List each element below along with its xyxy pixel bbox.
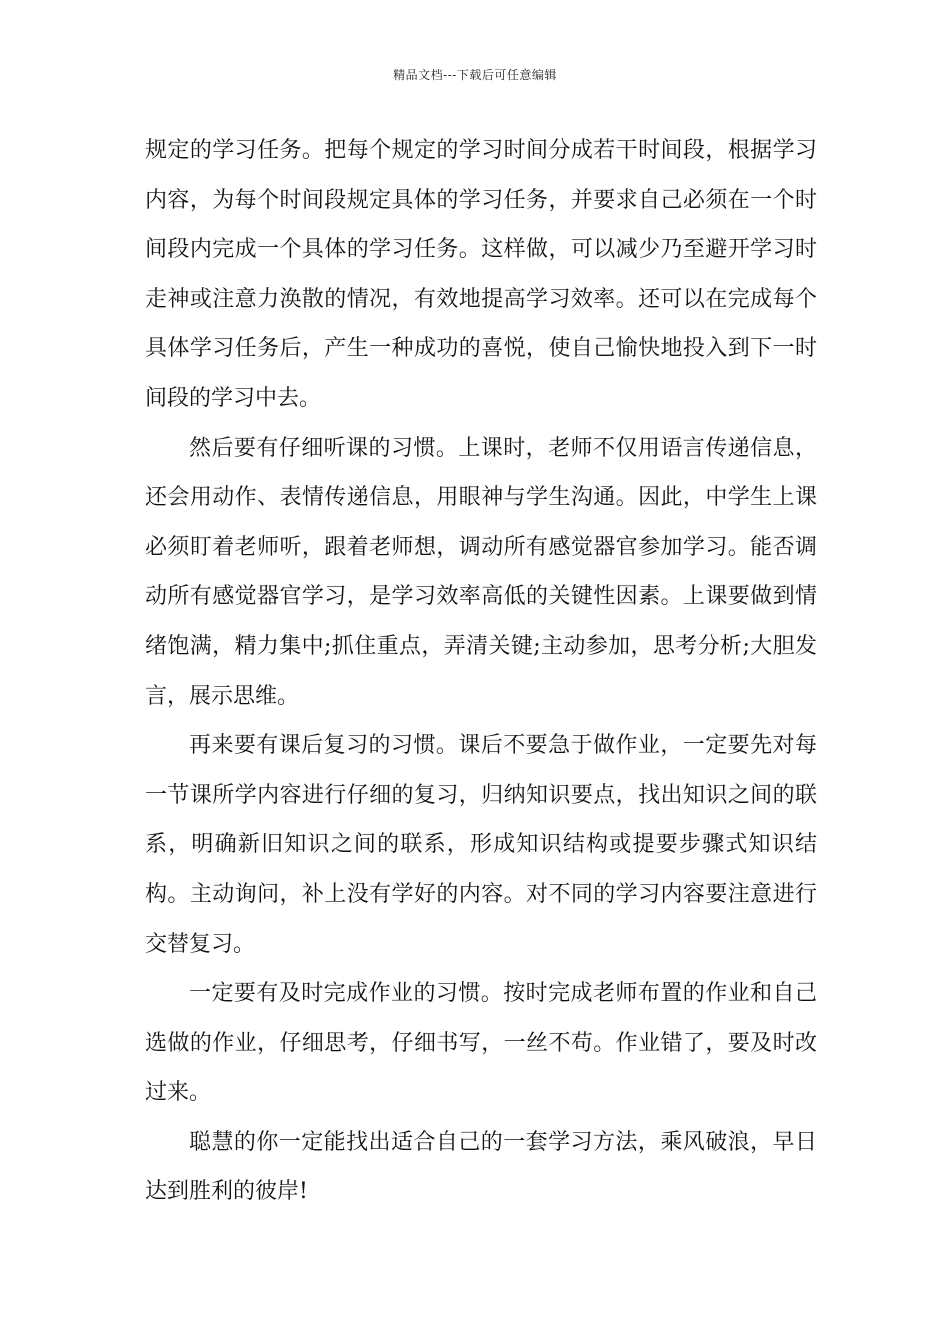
paragraph-review-habit: 再来要有课后复习的习惯。课后不要急于做作业，一定要先对每一节课所学内容进行仔细的复习，归纳知识要点，找出知识之间的联系，明确新旧知识之间的联系，形成知识结构或提要步骤式知识结构。主动询问，补上没有学好的内容。对不同的学习内容要注意进行交替复习。 [145,733,817,957]
paragraph-continuation: 规定的学习任务。把每个规定的学习时间分成若干时间段，根据学习内容，为每个时间段规定具体的学习任务，并要求自己必须在一个时间段内完成一个具体的学习任务。这样做，可以减少乃至避开学习时走神或注意力涣散的情况，有效地提高学习效率。还可以在完成每个具体学习任务后，产生一种成功的喜悦，使自己愉快地投入到下一时间段的学习中去。 [145,138,817,411]
document-body [145,126,817,1217]
paragraph-homework-habit: 一定要有及时完成作业的习惯。按时完成老师布置的作业和自己选做的作业，仔细思考，仔细书写，一丝不苟。作业错了，要及时改过来。 [145,981,817,1106]
paragraph-conclusion: 聪慧的你一定能找出适合自己的一套学习方法，乘风破浪，早日达到胜利的彼岸! [145,1129,817,1205]
paragraph-listening-habit: 然后要有仔细听课的习惯。上课时，老师不仅用语言传递信息，还会用动作、表情传递信息，用眼神与学生沟通。因此，中学生上课必须盯着老师听，跟着老师想，调动所有感觉器官参加学习。能否调动所有感觉器官学习，是学习效率高低的关键性因素。上课要做到情绪饱满，精力集中;抓住重点，弄清关键;主动参加，思考分析;大胆发言，展示思维。 [145,435,817,709]
page-header: 精品文档---下载后可任意编辑 [393,68,557,82]
